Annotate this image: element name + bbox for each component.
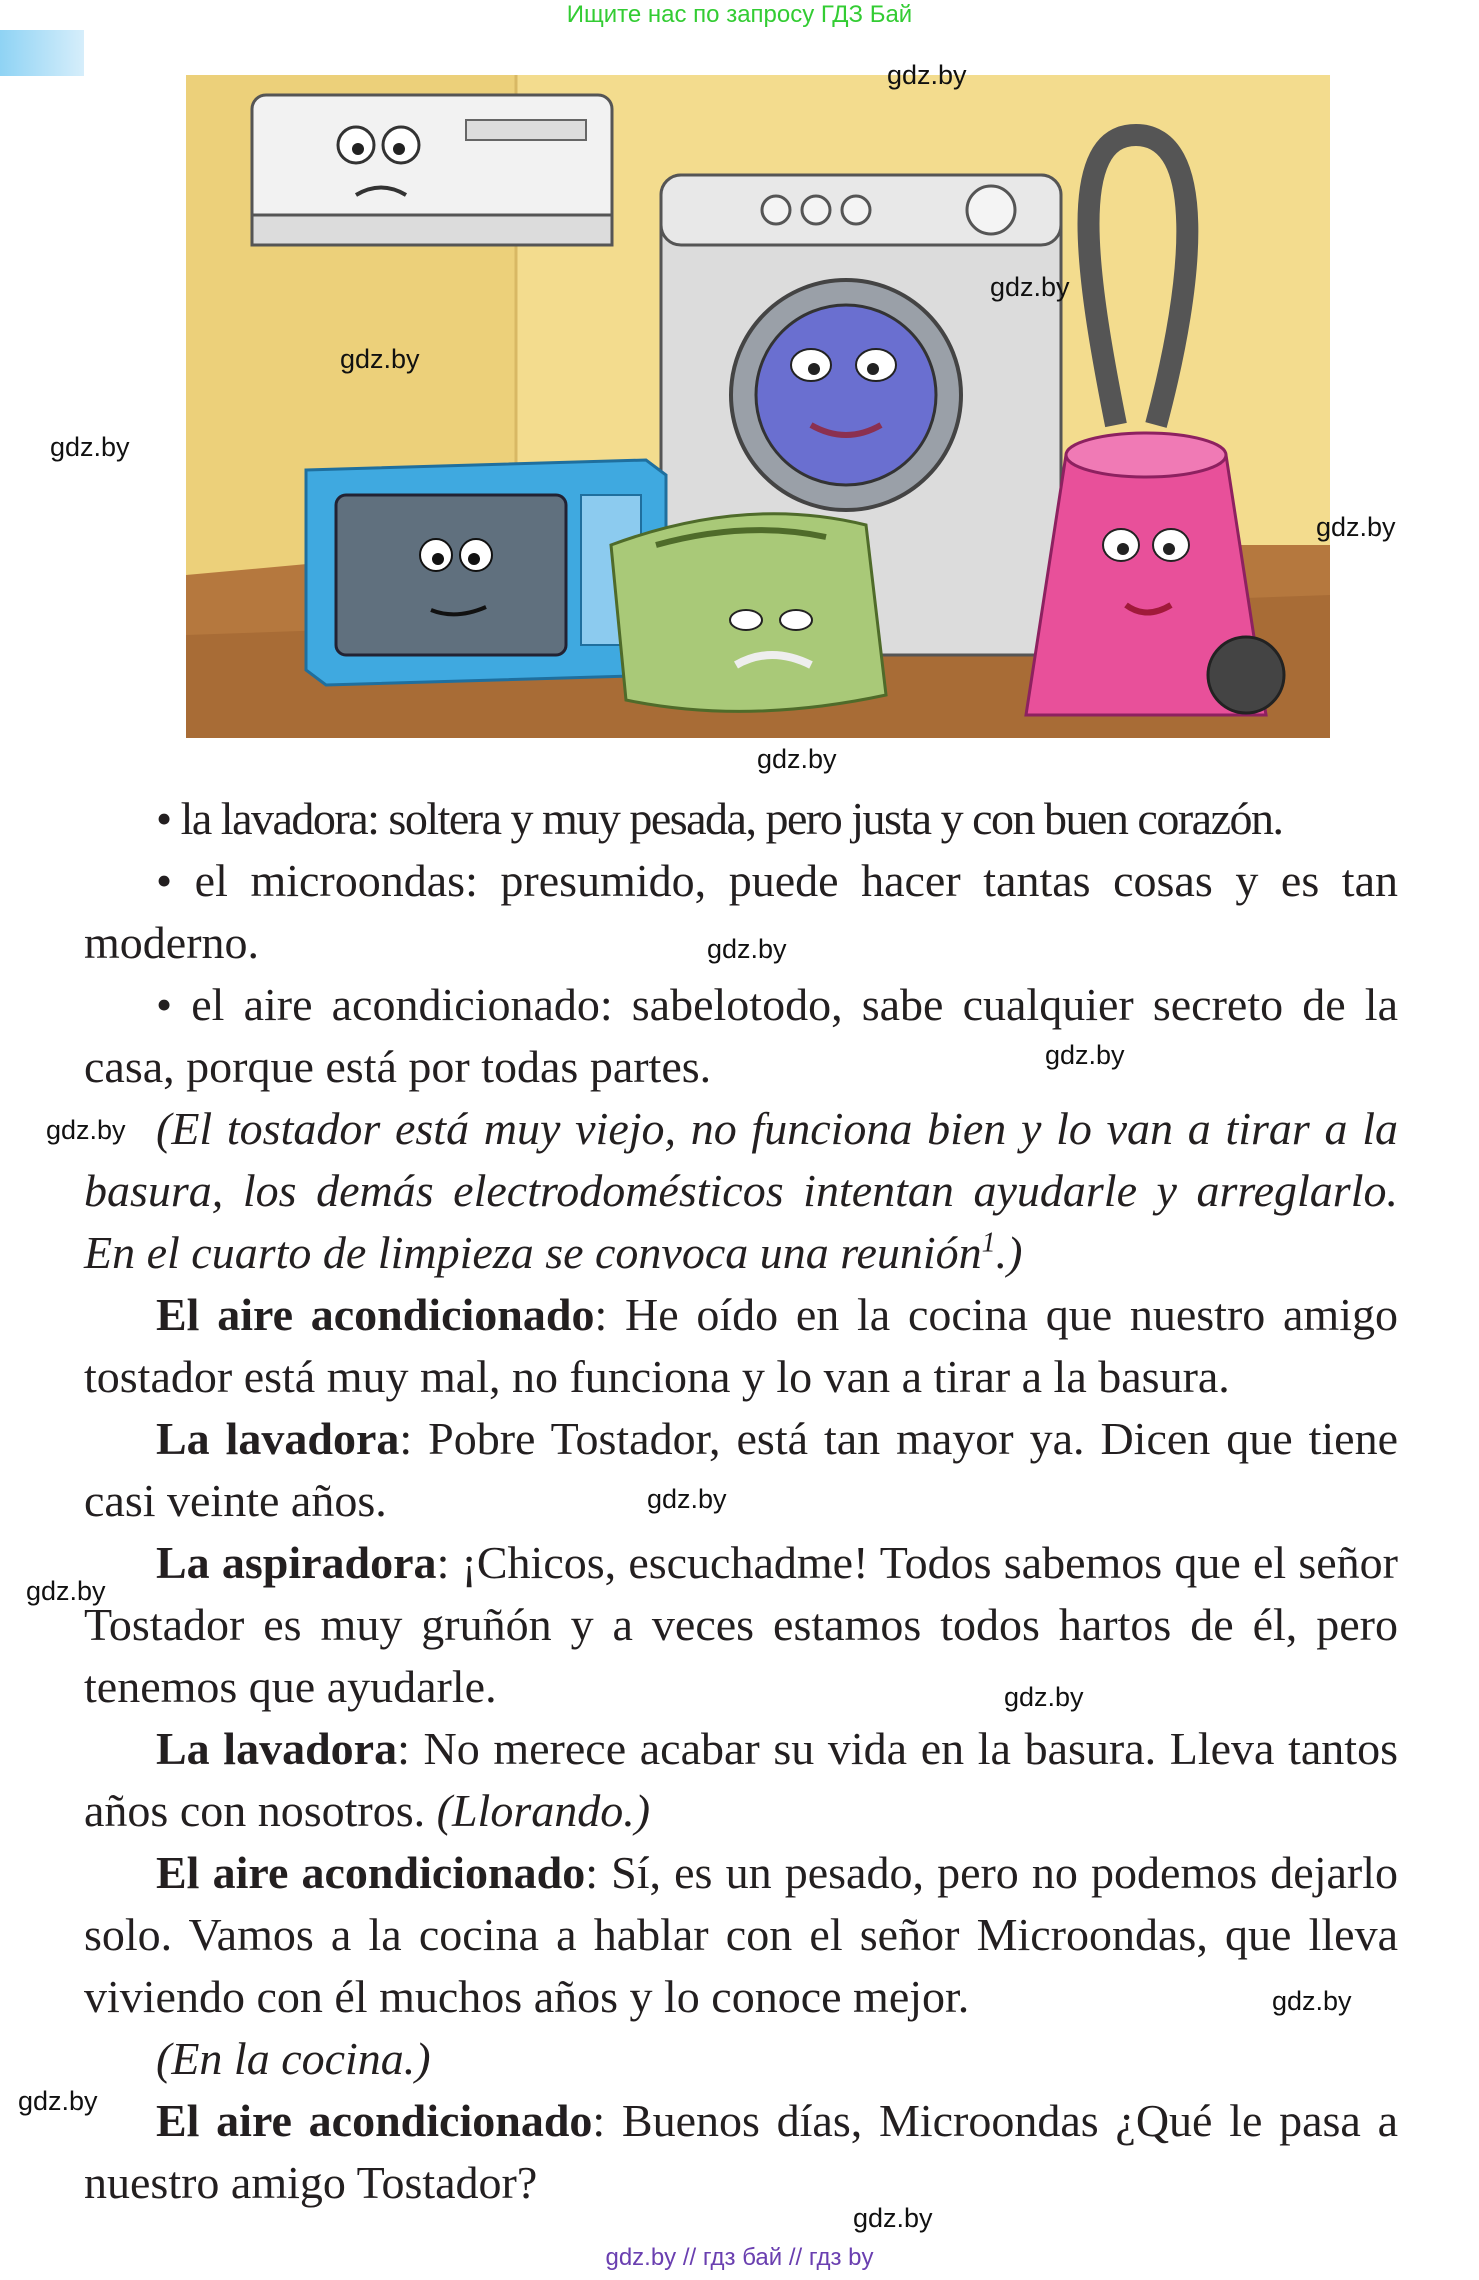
footnote-marker: 1: [981, 1227, 996, 1259]
character-bullet: • el microondas: presumido, puede hacer tantas cosas y es tan moderno.: [84, 855, 1398, 968]
watermark: gdz.by: [853, 2203, 933, 2233]
speaker-name: La aspiradora: [156, 1537, 437, 1588]
bottom-banner: gdz.by // гдз бай // гдз by: [605, 2244, 874, 2271]
stage-direction: (Llorando.): [436, 1785, 651, 1836]
watermark: gdz.by: [340, 344, 420, 374]
watermark: gdz.by: [46, 1115, 126, 1145]
speaker-name: El aire acondicionado: [156, 1847, 586, 1898]
dialogue-line: El aire acondicionado: Buenos días, Microondas ¿Qué le pasa a nuestro amigo Tostador?: [84, 2095, 1398, 2208]
household-appliances-illustration: [186, 75, 1330, 738]
watermark: gdz.by: [1045, 1040, 1125, 1070]
toaster-drawing: [611, 514, 886, 712]
corner-tab: [0, 30, 84, 76]
watermark: gdz.by: [50, 432, 130, 462]
watermark: gdz.by: [1272, 1986, 1352, 2016]
watermark: gdz.by: [647, 1484, 727, 1514]
watermark: gdz.by: [1004, 1682, 1084, 1712]
watermark: gdz.by: [757, 744, 837, 774]
watermark: gdz.by: [707, 934, 787, 964]
speaker-name: El aire acondicionado: [156, 2095, 593, 2146]
speaker-name: La lavadora: [156, 1723, 398, 1774]
play-text: [84, 788, 1398, 2214]
dialogue-line: El aire acondicionado: He oído en la cocina que nuestro amigo tostador está muy mal, no funciona y lo van a tirar a la basura.: [84, 1289, 1398, 1402]
speaker-name: El aire acondicionado: [156, 1289, 595, 1340]
character-bullet: • el aire acondicionado: sabelotodo, sabe cualquier secreto de la casa, porque está por todas partes.: [84, 979, 1398, 1092]
air-conditioner-drawing: [252, 95, 612, 245]
microwave-drawing: [306, 460, 666, 685]
speaker-name: La lavadora: [156, 1413, 400, 1464]
top-banner: Ищите нас по запросу ГДЗ Бай: [566, 1, 913, 28]
watermark: gdz.by: [887, 60, 967, 90]
watermark: gdz.by: [1316, 512, 1396, 542]
stage-direction: (En la cocina.): [156, 2033, 431, 2084]
stage-direction: (El tostador está muy viejo, no funciona bien y lo van a tirar a la basura, los demás electrodomésticos intentan ayudarle y arreglarlo. En el cuarto de limpieza se convoca una reunión$^1$.): [84, 1103, 1398, 1278]
character-bullet: • la lavadora: soltera y muy pesada, pero justa y con buen corazón.: [156, 793, 1283, 844]
watermark: gdz.by: [18, 2086, 98, 2116]
watermark: gdz.by: [26, 1576, 106, 1606]
dialogue-line: La lavadora: Pobre Tostador, está tan mayor ya. Dicen que tiene casi veinte años.: [84, 1413, 1398, 1526]
dialogue-line: La aspiradora: ¡Chicos, escuchadme! Todos sabemos que el señor Tostador es muy gruñón y a veces estamos todos hartos de él, pero tenemos que ayudarle.: [84, 1537, 1398, 1712]
dialogue-line: La lavadora: No merece acabar su vida en la basura. Lleva tantos años con nosotros. (Llorando.): [84, 1723, 1398, 1836]
dialogue-line: El aire acondicionado: Sí, es un pesado, pero no podemos dejarlo solo. Vamos a la cocina a hablar con el señor Microondas, que lleva viviendo con él muchos años y lo conoce mejor.: [84, 1847, 1398, 2022]
watermark: gdz.by: [990, 272, 1070, 302]
